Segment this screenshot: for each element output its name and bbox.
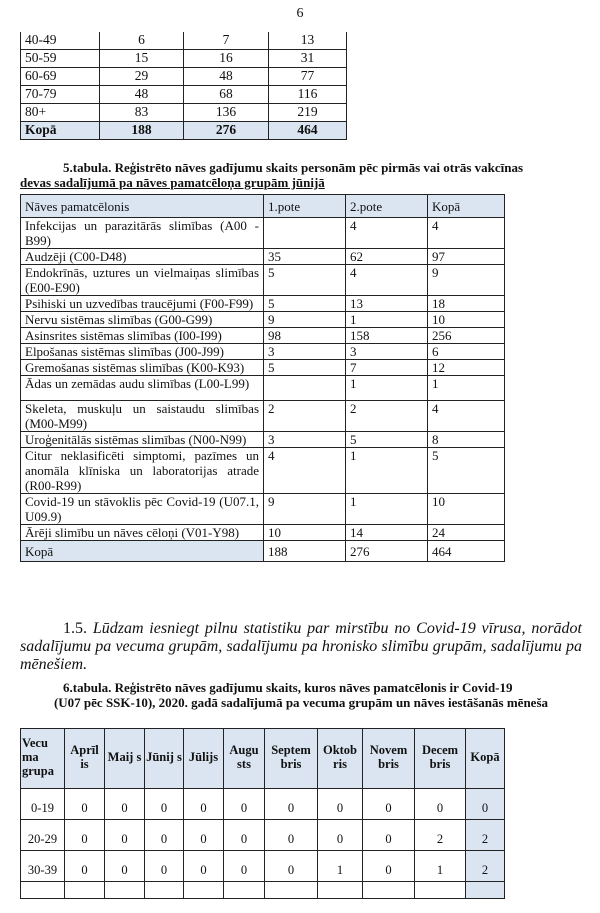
table-cell: 0	[145, 789, 184, 820]
table-row	[21, 820, 505, 851]
table-cell: 24	[428, 525, 505, 541]
table-cell: 50-59	[21, 50, 100, 68]
table-cell: 0	[65, 820, 105, 851]
empty-cell	[105, 882, 145, 899]
table-cell: 0	[105, 820, 145, 851]
table-cell: 1	[346, 376, 428, 401]
table-row	[21, 32, 347, 50]
table-row	[21, 86, 347, 104]
table-cell: Covid-19 un stāvoklis pēc Covid-19 (U07.1, U09.9)	[21, 494, 264, 525]
column-header: 1.pote	[264, 195, 346, 218]
table-cell: 4	[428, 401, 505, 432]
table-cell: 4	[264, 448, 346, 494]
column-header: Aprīl is	[65, 729, 105, 789]
table-cell: 8	[428, 432, 505, 448]
table-row	[21, 432, 505, 448]
table-cell: 2	[415, 820, 466, 851]
table-cell: 0	[466, 789, 505, 820]
table-cell: 5	[264, 360, 346, 376]
column-header: Augu sts	[224, 729, 265, 789]
table-cell: 2	[466, 851, 505, 882]
table-row	[21, 265, 505, 296]
table-row	[21, 104, 347, 122]
table-cell: 35	[264, 249, 346, 265]
empty-cell	[318, 882, 363, 899]
table-cell: 0	[363, 820, 415, 851]
column-header: Kopā	[466, 729, 505, 789]
table6-caption: 6.tabula. Reģistrēto nāves gadījumu skaits, kuros nāves pamatcēlonis ir Covid-19 (U07 pēc SSK-10), 2020. gadā sadalījumā pa vecuma grupām un nāves iestāšanās mēneša	[53, 680, 549, 710]
table-cell: 48	[184, 68, 269, 86]
table-cell: 60-69	[21, 68, 100, 86]
table-row	[21, 328, 505, 344]
table-cell: 0	[65, 851, 105, 882]
table-cell: 0-19	[21, 789, 65, 820]
table-cell: 10	[428, 494, 505, 525]
table-cell: 0	[415, 789, 466, 820]
table-cell: 0	[105, 789, 145, 820]
table-cell: 6	[428, 344, 505, 360]
table-cell: 256	[428, 328, 505, 344]
table-cell: 5	[264, 265, 346, 296]
table-cell: Nervu sistēmas slimības (G00-G99)	[21, 312, 264, 328]
table-cell: 10	[264, 525, 346, 541]
table-row	[21, 448, 505, 494]
empty-cell	[466, 882, 505, 899]
table-cell: 0	[265, 851, 318, 882]
table-row	[21, 312, 505, 328]
table-cell: 0	[224, 789, 265, 820]
table-cell: 3	[346, 344, 428, 360]
table-row	[21, 789, 505, 820]
table-cell: 20-29	[21, 820, 65, 851]
table-cell: 7	[184, 32, 269, 50]
total-row	[21, 541, 505, 562]
table-cell: 30-39	[21, 851, 65, 882]
column-header: Decem bris	[415, 729, 466, 789]
table-cell: 276	[346, 541, 428, 562]
table-cell: 6	[100, 32, 184, 50]
column-header: 2.pote	[346, 195, 428, 218]
table-cell: 31	[269, 50, 347, 68]
table-cell	[264, 218, 346, 249]
table-cell: 1	[428, 376, 505, 401]
empty-cell	[363, 882, 415, 899]
table-cell: Kopā	[21, 541, 264, 562]
table-cell: 68	[184, 86, 269, 104]
covid-deaths-by-month-table	[20, 728, 505, 899]
table-cell: Endokrīnās, uztures un vielmaiņas slimības (E00-E90)	[21, 265, 264, 296]
table-cell: 14	[346, 525, 428, 541]
table-cell: 9	[264, 494, 346, 525]
table-cell: 276	[184, 122, 269, 140]
empty-cell	[21, 882, 65, 899]
table-cell: 62	[346, 249, 428, 265]
table-cell	[264, 376, 346, 401]
table-cell: 0	[224, 820, 265, 851]
table-cell: 0	[318, 820, 363, 851]
column-header: Novem bris	[363, 729, 415, 789]
question-paragraph: 1.5. Lūdzam iesniegt pilnu statistiku par mirstību no Covid-19 vīrusa, norādot sadalījumu pa vecuma grupām, sadalījumu pa hronisko slimību grupām, sadalījumu pa mēnešiem.	[20, 620, 583, 673]
table-cell: 18	[428, 296, 505, 312]
table-cell: 48	[100, 86, 184, 104]
table-row	[21, 249, 505, 265]
table-cell: 1	[346, 494, 428, 525]
table5-caption: 5.tabula. Reģistrēto nāves gadījumu skaits personām pēc pirmās vai otrās vakcīnas devas sadalījumā pa nāves pamatcēloņa grupām jūnijā	[20, 160, 524, 190]
table-cell: 0	[145, 820, 184, 851]
table-cell: 136	[184, 104, 269, 122]
table-cell: 464	[269, 122, 347, 140]
table-cell: 2	[466, 820, 505, 851]
table-cell: 80+	[21, 104, 100, 122]
table-cell: 40-49	[21, 32, 100, 50]
table-cell: 188	[100, 122, 184, 140]
column-header: Kopā	[428, 195, 505, 218]
table-cell: 0	[318, 789, 363, 820]
table-cell: 12	[428, 360, 505, 376]
column-header: Oktob ris	[318, 729, 363, 789]
column-header: Septem bris	[265, 729, 318, 789]
empty-cell	[65, 882, 105, 899]
table-cell: 83	[100, 104, 184, 122]
table-cell: 1	[318, 851, 363, 882]
column-header: Nāves pamatcēlonis	[21, 195, 264, 218]
table-cell: 70-79	[21, 86, 100, 104]
header-row	[21, 729, 505, 789]
table-cell: 10	[428, 312, 505, 328]
table-cell: 5	[428, 448, 505, 494]
table-cell: Uroģenitālās sistēmas slimības (N00-N99)	[21, 432, 264, 448]
table-cell: 0	[184, 789, 224, 820]
table-cell: 0	[145, 851, 184, 882]
table-row	[21, 851, 505, 882]
table-cell: 4	[428, 218, 505, 249]
table-row	[21, 50, 347, 68]
empty-cell	[184, 882, 224, 899]
table-row	[21, 296, 505, 312]
table-cell: 13	[269, 32, 347, 50]
table-cell: 5	[264, 296, 346, 312]
table-cell: 98	[264, 328, 346, 344]
table-cell: 4	[346, 218, 428, 249]
table-cell: 116	[269, 86, 347, 104]
column-header: Vecu ma grupa	[21, 729, 65, 789]
table-cell: 1	[346, 448, 428, 494]
table-cell: 0	[265, 820, 318, 851]
table-cell: 219	[269, 104, 347, 122]
empty-cell	[415, 882, 466, 899]
column-header: Jūnij s	[145, 729, 184, 789]
table-cell: 1	[415, 851, 466, 882]
table-cell: 13	[346, 296, 428, 312]
table-cell: Asinsrites sistēmas slimības (I00-I99)	[21, 328, 264, 344]
table-cell: Ādas un zemādas audu slimības (L00-L99)	[21, 376, 264, 401]
table-cell: Gremošanas sistēmas slimības (K00-K93)	[21, 360, 264, 376]
table-cell: Audzēji (C00-D48)	[21, 249, 264, 265]
table-cell: Ārēji slimību un nāves cēloņi (V01-Y98)	[21, 525, 264, 541]
table-row	[21, 376, 505, 401]
table-cell: 3	[264, 432, 346, 448]
table-cell: Citur neklasificēti simptomi, pazīmes un anomāla klīniska un laboratorijas atrade (R00-R99)	[21, 448, 264, 494]
column-header: Jūlijs	[184, 729, 224, 789]
page-number: 6	[296, 6, 304, 21]
table-cell: 9	[264, 312, 346, 328]
table-cell: 2	[264, 401, 346, 432]
table-cell: 2	[346, 401, 428, 432]
table-cell: 0	[184, 820, 224, 851]
table-cell: Infekcijas un parazitārās slimības (A00 - B99)	[21, 218, 264, 249]
empty-cell	[145, 882, 184, 899]
table-cell: 29	[100, 68, 184, 86]
table-cell: Psihiski un uzvedības traucējumi (F00-F99)	[21, 296, 264, 312]
table-cell: 0	[65, 789, 105, 820]
table-cell: 77	[269, 68, 347, 86]
table-row	[21, 360, 505, 376]
table-cell: Kopā	[21, 122, 100, 140]
table-cell: 0	[105, 851, 145, 882]
table-cell: 1	[346, 312, 428, 328]
table-row	[21, 494, 505, 525]
table-cell: 97	[428, 249, 505, 265]
empty-cell	[224, 882, 265, 899]
table-cell: 3	[264, 344, 346, 360]
table-row	[21, 344, 505, 360]
table-cell: 4	[346, 265, 428, 296]
table-cell: 0	[265, 789, 318, 820]
table-row	[21, 218, 505, 249]
table-row	[21, 68, 347, 86]
table-cell: 188	[264, 541, 346, 562]
table-cell: Skeleta, muskuļu un saistaudu slimības (M00-M99)	[21, 401, 264, 432]
cause-of-death-table	[20, 194, 505, 562]
total-row	[21, 122, 347, 140]
empty-row	[21, 882, 505, 899]
column-header: Maij s	[105, 729, 145, 789]
table-cell: 464	[428, 541, 505, 562]
table-cell: 0	[224, 851, 265, 882]
table-cell: Elpošanas sistēmas slimības (J00-J99)	[21, 344, 264, 360]
table-row	[21, 525, 505, 541]
table-cell: 0	[363, 789, 415, 820]
table-cell: 15	[100, 50, 184, 68]
age-group-table-continued	[20, 32, 347, 140]
table-cell: 7	[346, 360, 428, 376]
table-cell: 16	[184, 50, 269, 68]
table-cell: 9	[428, 265, 505, 296]
table-cell: 5	[346, 432, 428, 448]
table-cell: 0	[184, 851, 224, 882]
table-cell: 158	[346, 328, 428, 344]
table-row	[21, 401, 505, 432]
empty-cell	[265, 882, 318, 899]
table-cell: 0	[363, 851, 415, 882]
header-row	[21, 195, 505, 218]
